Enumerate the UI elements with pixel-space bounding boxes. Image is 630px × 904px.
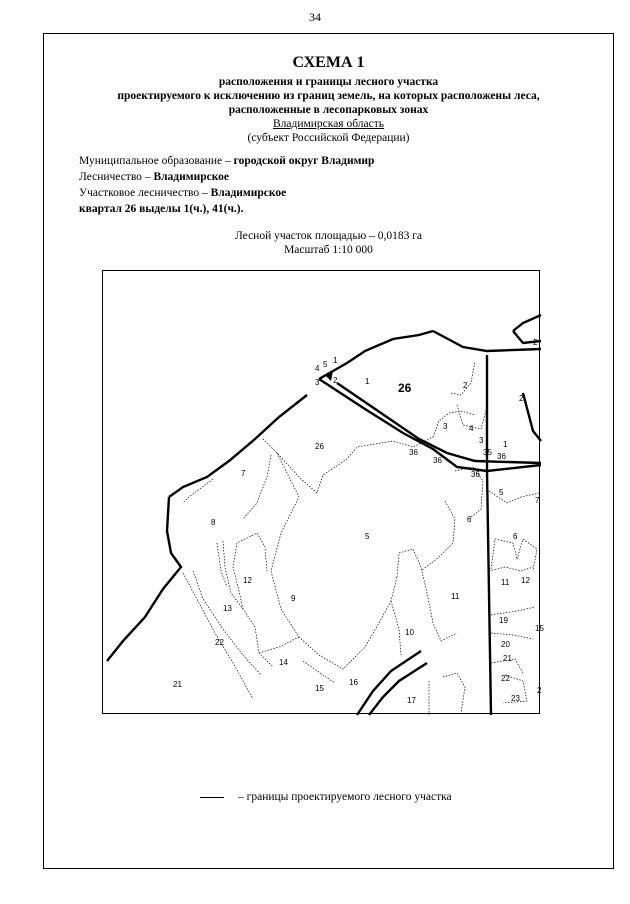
municipality-value: городской округ Владимир (233, 155, 375, 167)
parcel-border (303, 661, 335, 683)
parcel-border (489, 567, 533, 571)
parcel-number: 6 (513, 532, 518, 541)
page-number: 34 (309, 10, 321, 24)
municipality-line (79, 153, 374, 169)
parcel-border (193, 571, 261, 675)
district-line (79, 185, 374, 201)
parcel-number: 5 (323, 360, 328, 369)
district-value: Владимирское (210, 187, 287, 199)
parcel-border (259, 637, 299, 653)
parcel-number: 3 (443, 422, 448, 431)
parcel-border (489, 491, 539, 503)
parcel-border (443, 673, 465, 713)
parcel-number: 36 (433, 456, 442, 465)
parcel-number: 19 (499, 616, 508, 625)
parcel-border (183, 479, 213, 503)
parcel-border (271, 453, 397, 669)
scale-text: Масштаб 1:10 000 (284, 244, 373, 256)
parcel-number: 13 (223, 604, 232, 613)
forest-map (102, 270, 544, 714)
legend-text: – границы проектируемого лесного участка (238, 791, 452, 803)
parcel-number: 7 (535, 496, 540, 505)
parcel-number: 10 (405, 628, 414, 637)
road-edge (433, 331, 541, 351)
legend-line-symbol (200, 797, 224, 798)
parcel-border (491, 607, 535, 615)
river-edge (369, 663, 427, 715)
subtitle-line-2: проектируемого к исключению из границ земель, на которых расположены леса, (117, 90, 540, 102)
parcel-border (491, 633, 533, 639)
parcel-number: 7 (241, 469, 246, 478)
parcel-number: 11 (501, 578, 510, 587)
parcel-number: 2 (519, 394, 524, 403)
region-note: (субъект Российской Федерации) (247, 132, 410, 144)
parcel-number: 4 (315, 364, 320, 373)
quarter-number: 26 (398, 381, 412, 395)
parcel-number: 1 (503, 440, 508, 449)
parcel-number: 1 (365, 377, 370, 386)
parcel-number: 22 (501, 674, 510, 683)
parcel-border (263, 437, 433, 493)
road-edge (337, 383, 541, 463)
parcel-number: 22 (215, 638, 224, 647)
forestry-line (79, 169, 374, 185)
parcel-border (217, 543, 227, 587)
parcel-number: 6 (467, 515, 472, 524)
parcel-border (233, 533, 267, 609)
location-info (79, 153, 374, 217)
parcel-border (183, 573, 253, 699)
parcel-number: 12 (243, 576, 252, 585)
quarter-line: квартал 26 выделы 1(ч.), 41(ч.). (79, 203, 244, 215)
parcel-number: 36 (497, 452, 506, 461)
forestry-value: Владимирское (153, 171, 230, 183)
map-canvas (103, 271, 544, 715)
subtitle-line-1: расположения и границы лесного участка (218, 76, 439, 88)
district-label: Участковое лесничество – (79, 187, 211, 199)
thick-boundaries (107, 315, 541, 715)
parcel-number: 9 (291, 594, 296, 603)
forestry-label: Лесничество – (79, 171, 154, 183)
parcel-borders (183, 361, 539, 715)
header (43, 54, 614, 145)
parcel-number: 35 (483, 448, 492, 457)
area-text: Лесной участок площадью – 0,0183 га (234, 230, 423, 242)
parcel-border (391, 601, 401, 655)
road-edge (319, 331, 433, 379)
parcel-number: 3 (315, 378, 320, 387)
parcel-number: 8 (211, 518, 216, 527)
parcel-number: 2 (533, 338, 538, 347)
parcel-number: 17 (407, 696, 416, 705)
legend (200, 791, 452, 803)
outer-boundary (107, 497, 181, 661)
subtitle-line-3: расположенные в лесопарковых зонах (228, 104, 429, 116)
parcel-number: 20 (501, 640, 510, 649)
parcel-number: 2 (537, 686, 542, 695)
parcel-number: 1 (333, 356, 338, 365)
river-edge (357, 651, 421, 715)
parcel-number: 12 (521, 576, 530, 585)
parcel-number: 36 (471, 470, 480, 479)
parcel-border (421, 501, 455, 571)
block-boundary (523, 393, 541, 441)
parcel-number: 15 (535, 624, 544, 633)
parcel-number: 15 (315, 684, 324, 693)
parcel-number: 2 (333, 376, 338, 385)
parcel-border (491, 539, 517, 569)
parcel-border (517, 539, 537, 571)
parcel-number: 11 (451, 592, 460, 601)
parcel-number: 23 (511, 694, 520, 703)
scheme-title: СХЕМА 1 (292, 54, 365, 71)
parcel-number: 3 (479, 436, 484, 445)
parcel-number: 36 (409, 448, 418, 457)
parcel-number: 21 (173, 680, 182, 689)
parcel-number: 5 (365, 532, 370, 541)
outer-boundary (169, 395, 307, 497)
area-info (43, 229, 614, 257)
region-name: Владимирская область (272, 118, 385, 130)
municipality-label: Муниципальное образование – (79, 155, 234, 167)
parcel-border (243, 455, 271, 519)
road-edge (513, 315, 541, 331)
parcel-number: 4 (469, 424, 474, 433)
parcel-number: 21 (503, 654, 512, 663)
parcel-number: 16 (349, 678, 358, 687)
parcel-number: 14 (279, 658, 288, 667)
parcel-number: 26 (315, 442, 324, 451)
parcel-number: 2 (463, 381, 468, 390)
parcel-number: 5 (499, 488, 504, 497)
block-boundary (487, 471, 491, 715)
